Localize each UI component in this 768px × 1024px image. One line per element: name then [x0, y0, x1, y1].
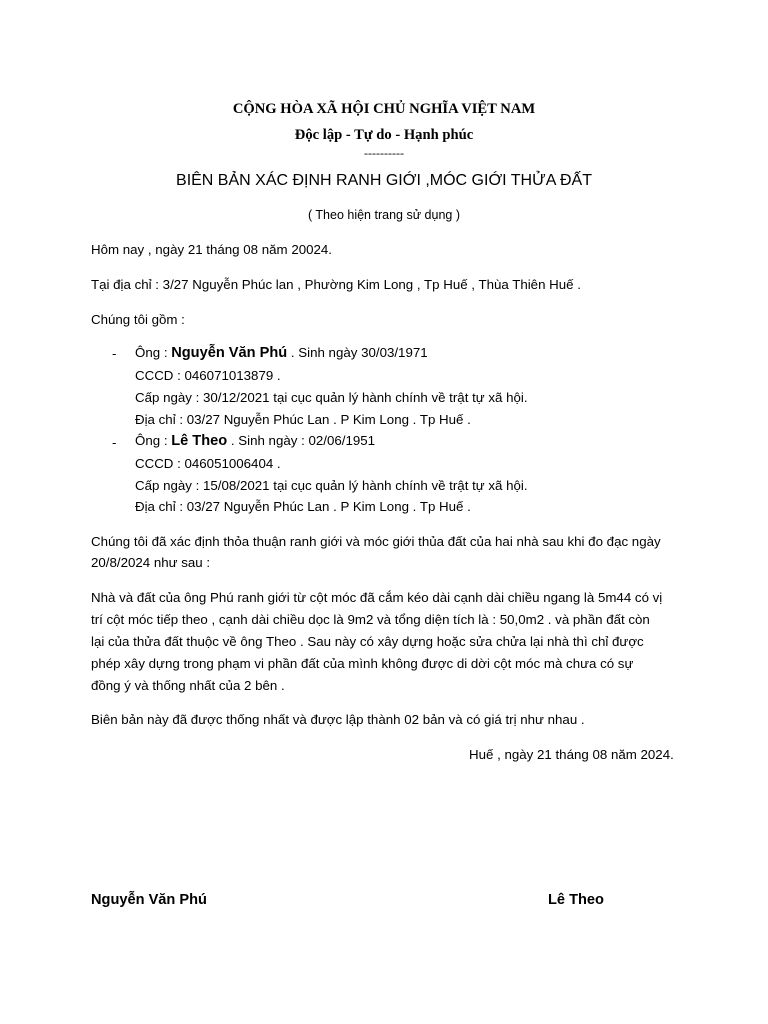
paragraph-2-line-2: trí cột móc tiếp theo , cạnh dài chiều dọc là 9m2 và tổng diện tích là : 50,0m2 . và phần đất còn: [91, 612, 650, 627]
address-line: Tại địa chỉ : 3/27 Nguyễn Phúc lan , Phường Kim Long , Tp Huế , Thùa Thiên Huế .: [91, 277, 581, 292]
party-2-header: [135, 433, 375, 449]
paragraph-2-line-1: Nhà và đất của ông Phú ranh giới từ cột móc đã cắm kéo dài cạnh dài chiều ngang là 5m44 có vị: [91, 590, 663, 605]
party-2-prefix: Ông :: [135, 433, 172, 448]
paragraph-1-line-1: Chúng tôi đã xác định thỏa thuận ranh giới và móc giới thủa đất của hai nhà sau khi đo đạc ngày: [91, 534, 661, 549]
motto: Độc lập - Tự do - Hạnh phúc: [294, 127, 474, 143]
party-1-address: Địa chỉ : 03/27 Nguyễn Phúc Lan . P Kim Long . Tp Huế .: [135, 412, 471, 427]
party-1-prefix: Ông :: [135, 345, 172, 360]
signature-right: Lê Theo: [548, 892, 604, 908]
separator: ----------: [364, 146, 404, 160]
party-1-birth: . Sinh ngày 30/03/1971: [287, 345, 428, 360]
party-2-bullet: -: [112, 435, 117, 450]
party-2-name: Lê Theo: [171, 433, 228, 449]
document-title: BIÊN BẢN XÁC ĐỊNH RANH GIỚI ,MÓC GIỚI THỬA ĐẤT: [176, 172, 592, 189]
party-1-header: [135, 345, 428, 361]
paragraph-3: Biên bản này đã được thống nhất và được lập thành 02 bản và có giá trị như nhau .: [91, 712, 585, 727]
date-line: Hôm nay , ngày 21 tháng 08 năm 20024.: [91, 242, 332, 257]
party-2-address: Địa chỉ : 03/27 Nguyễn Phúc Lan . P Kim Long . Tp Huế .: [135, 499, 471, 514]
signature-left: Nguyễn Văn Phú: [91, 892, 207, 908]
party-1-issued: Cấp ngày : 30/12/2021 tại cục quản lý hành chính về trật tự xã hội.: [135, 390, 528, 405]
place-date: Huế , ngày 21 tháng 08 năm 2024.: [469, 747, 674, 762]
intro-line: Chúng tôi gồm :: [91, 312, 185, 327]
document-subtitle: ( Theo hiện trang sử dụng ): [308, 208, 460, 222]
party-2-id: CCCD : 046051006404 .: [135, 456, 281, 471]
party-1-bullet: -: [112, 346, 117, 361]
party-2-issued: Cấp ngày : 15/08/2021 tại cục quản lý hành chính về trật tự xã hội.: [135, 478, 528, 493]
paragraph-2-line-3: lại của thửa đất thuộc về ông Theo . Sau này có xây dựng hoặc sửa chửa lại nhà thì chỉ được: [91, 634, 644, 649]
party-1-id: CCCD : 046071013879 .: [135, 368, 281, 383]
paragraph-2-line-4: phép xây dựng trong phạm vi phần đất của mình không được di dời cột móc mà chưa có sự: [91, 656, 634, 671]
national-title: CỘNG HÒA XÃ HỘI CHỦ NGHĨA VIỆT NAM: [232, 101, 536, 117]
party-2-birth: . Sinh ngày : 02/06/1951: [227, 433, 376, 448]
paragraph-1-line-2: 20/8/2024 như sau :: [91, 555, 211, 570]
party-1-name: Nguyễn Văn Phú: [171, 345, 288, 361]
paragraph-2-line-5: đồng ý và thống nhất của 2 bên .: [91, 678, 285, 693]
